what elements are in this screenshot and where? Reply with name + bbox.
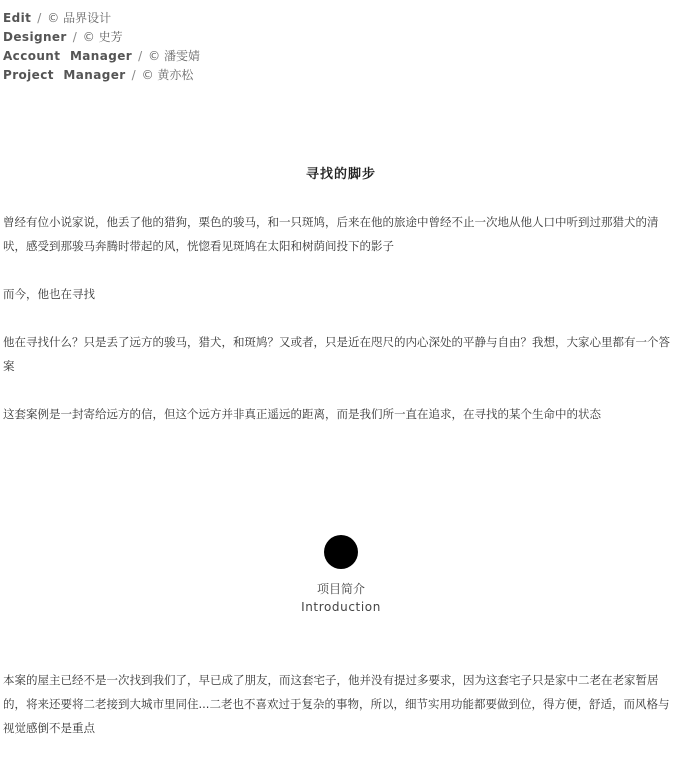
section-paragraph: 本案的屋主已经不是一次找到我们了，早已成了朋友，而这套宅子，他并没有提过多要求，因为这套宅子只是家中二老在老家暂居的，将来还要将二老接到大城市里同住...二老也不喜欢过于复杂的事物，所以，细节实用功能都要做到位，得方便，舒适，而风格与视觉感倒不是重点 [3,673,670,735]
credit-line-account-manager [3,47,200,66]
section-dot-icon [324,535,358,569]
credit-role: Account Manager [3,49,133,63]
credit-separator: / [138,49,143,63]
credits-block [3,9,200,85]
credit-role: Designer [3,30,67,44]
credit-line-edit [3,9,200,28]
credit-name: © 品界设计 [47,11,112,25]
credit-separator: / [37,11,42,25]
credit-name: © 黄亦松 [141,68,194,82]
article-paragraph: 他在寻找什么？只是丢了远方的骏马，猎犬，和斑鸠？又或者，只是近在咫尺的内心深处的平静与自由？我想，大家心里都有一个答案 [3,335,670,373]
section-title-cn: 项目简介 [316,582,365,596]
section-title-en: Introduction [301,600,381,614]
credit-name: © 史芳 [82,30,123,44]
credit-line-project-manager [3,66,200,85]
credit-role: Edit [3,11,32,25]
article-paragraph: 这套案例是一封寄给远方的信，但这个远方并非真正遥远的距离，而是我们所一直在追求，在寻找的某个生命中的状态 [3,407,601,421]
article-title: 寻找的脚步 [305,167,376,182]
article-paragraph: 曾经有位小说家说，他丢了他的猎狗，栗色的骏马，和一只斑鸠，后来在他的旅途中曾经不止一次地从他人口中听到过那猎犬的清吠，感受到那骏马奔腾时带起的风，恍惚看见斑鸠在太阳和树荫间投下的影子 [3,215,659,253]
credit-line-designer [3,28,200,47]
credit-separator: / [131,68,136,82]
credit-separator: / [72,30,77,44]
credit-role: Project Manager [3,68,126,82]
credit-name: © 潘雯婧 [148,49,200,63]
article-paragraph: 而今，他也在寻找 [3,287,95,301]
